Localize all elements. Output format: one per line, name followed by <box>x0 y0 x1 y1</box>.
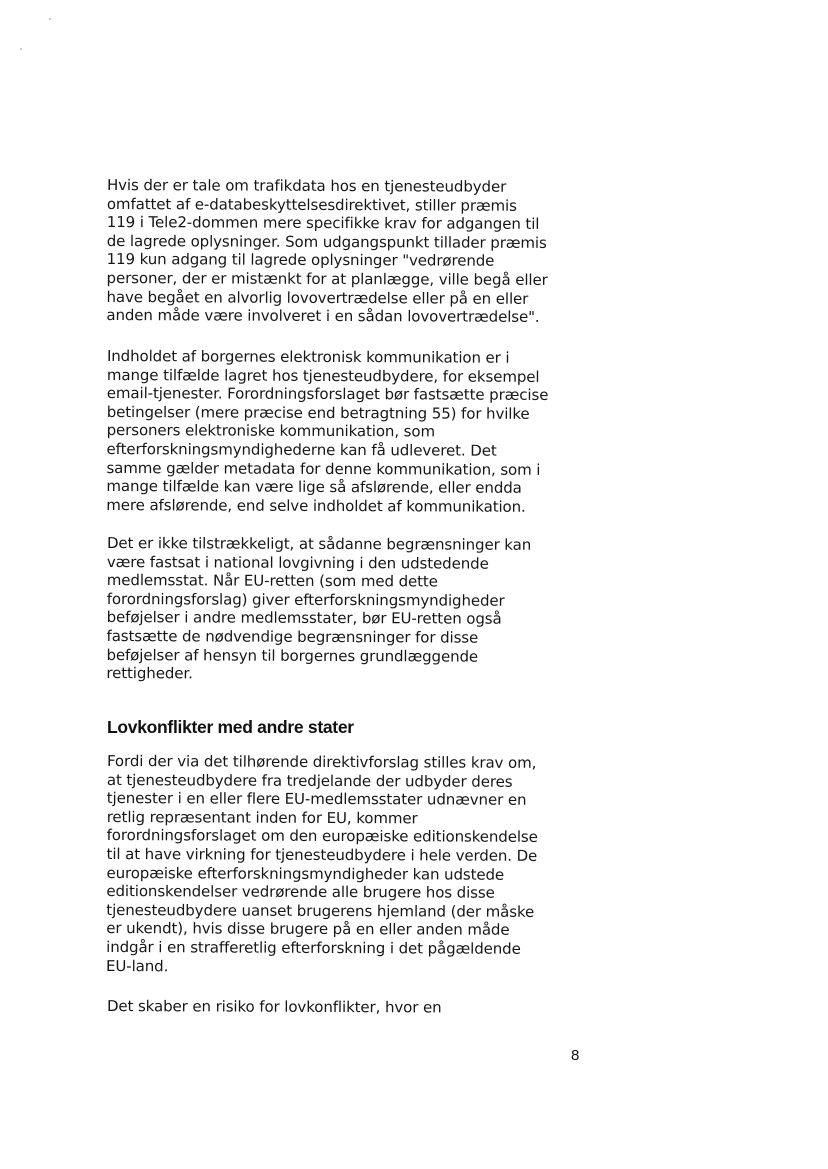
page-body <box>107 176 592 1016</box>
paragraph-begraensninger: Det er ikke tilstrækkeligt, at sådanne begrænsninger kan være fastsat i national lovgivning i den udstedende medlemsstat. Når EU-retten (som med dette forordningsforslag) giver efterforskningsmyndigheder beføjelser i andre medlemsstater, bør EU-retten også fastsætte de nødvendige begrænsninger for disse beføjelser af hensyn til borgernes grundlæggende rettigheder. <box>106 534 532 683</box>
paragraph-indhold: Indholdet af borgernes elektronisk kommunikation er i mange tilfælde lagret hos tjenesteudbydere, for eksempel email-tjenester. Forordningsforslaget bør fastsætte præcise betingelser (mere præcise end betragtning 55) for hvilke personers elektroniske kommunikation, som efterforskningsmyndighederne kan få udleveret. Det samme gælder metadata for denne kommunikation, som i mange tilfælde kan være lige så afslørende, eller endda mere afslørende, end selve indholdet af kommunikation. <box>106 346 549 516</box>
page-number: 8 <box>571 1047 580 1064</box>
section-heading: Lovkonflikter med andre stater <box>107 716 354 737</box>
paragraph-direktivforslag: Fordi der via det tilhørende direktivforslag stilles krav om, at tjenesteudbydere fra tredjelande der udbyder deres tjenester i en eller flere EU-medlemsstater udnævner en retlig repræsentant inden for EU, kommer forordningsforslaget om den europæiske editionskendelse til at have virkning for tjenesteudbydere i hele verden. De europæiske efterforskningsmyndigheder kan udstede editionskendelser vedrørende alle brugere hos disse tjenesteudbydere uanset brugerens hjemland (der måske er ukendt), hvis disse brugere på en eller anden måde indgår i en strafferetlig efterforskning i det pågældende EU-land. <box>106 751 538 975</box>
paragraph-lovkonflikter: Det skaber en risiko for lovkonflikter, hvor en <box>106 996 442 1017</box>
scan-speck <box>49 18 51 20</box>
paragraph-trafikdata: Hvis der er tale om trafikdata hos en tjenesteudbyder omfattet af e-databeskyttelsesdirektivet, stiller præmis 119 i Tele2-dommen mere specifikke krav for adgangen til de lagrede oplysninger. Som udgangspunkt tillader præmis 119 kun adgang til lagrede oplysninger "vedrørende personer, der er mistænkt for at planlægge, ville begå eller have begået en alvorlig lovovertrædelse eller på en eller anden måde være involveret i en sådan lovovertrædelse". <box>106 176 548 327</box>
scan-speck <box>20 48 22 50</box>
